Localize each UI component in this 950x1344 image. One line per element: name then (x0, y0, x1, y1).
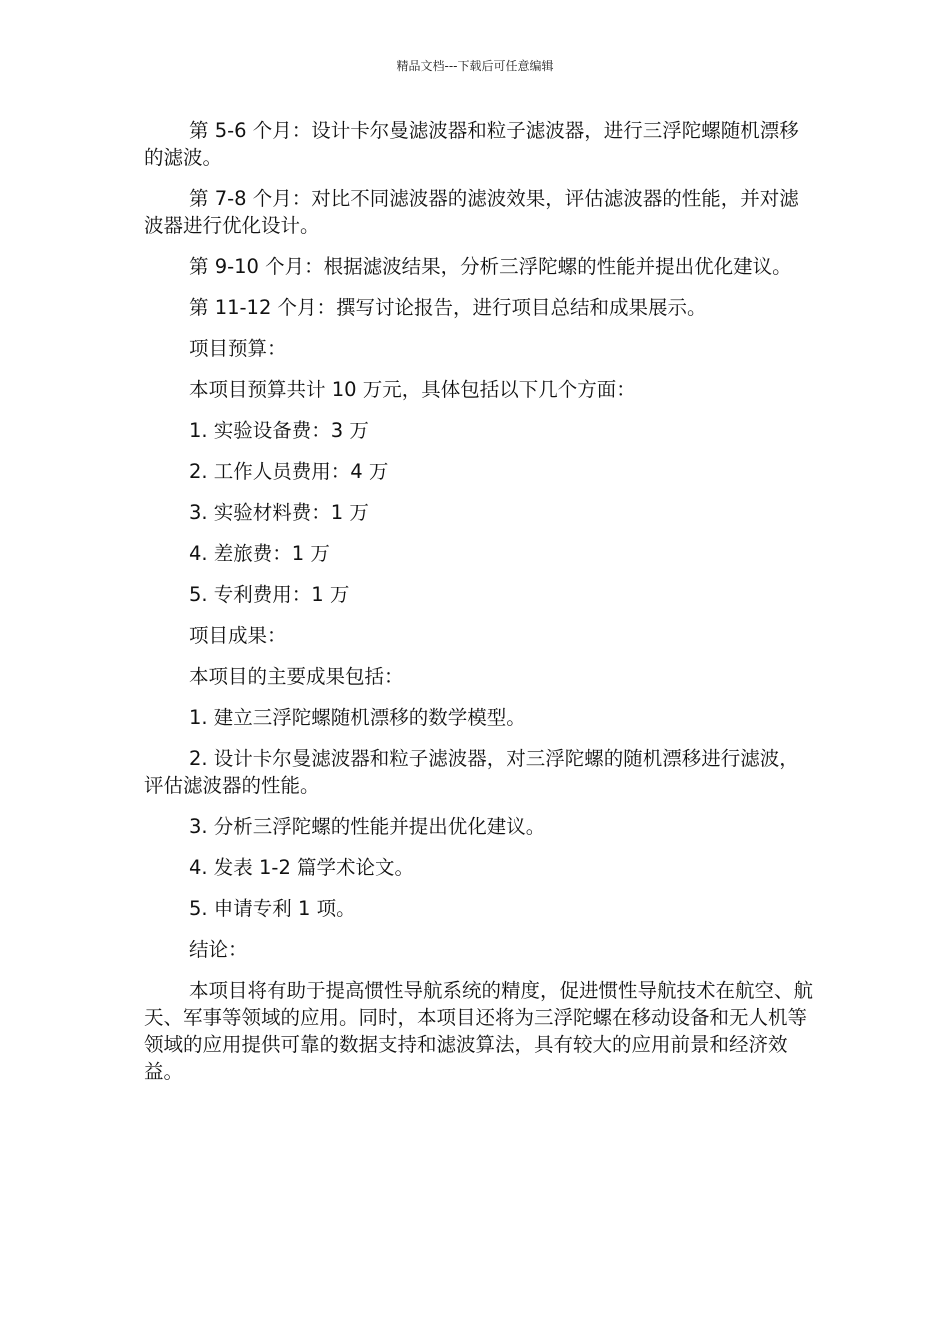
budget-item-materials: 3. 实验材料费：1 万 (189, 501, 369, 524)
paragraph-results-intro: 本项目的主要成果包括： (189, 665, 404, 688)
section-heading-results: 项目成果： (189, 624, 287, 647)
paragraph-schedule-11-12: 第 11-12 个月：撰写讨论报告，进行项目总结和成果展示。 (189, 296, 707, 319)
paragraph-budget-total: 本项目预算共计 10 万元，具体包括以下几个方面： (189, 378, 636, 401)
result-item-patent: 5. 申请专利 1 项。 (189, 897, 356, 920)
document-body (144, 117, 816, 1099)
result-item-filters: 2. 设计卡尔曼滤波器和粒子滤波器，对三浮陀螺的随机漂移进行滤波，评估滤波器的性能。 (144, 747, 799, 797)
budget-item-travel: 4. 差旅费：1 万 (189, 542, 330, 565)
paragraph-schedule-9-10: 第 9-10 个月：根据滤波结果，分析三浮陀螺的性能并提出优化建议。 (189, 255, 792, 278)
paragraph-schedule-7-8: 第 7-8 个月：对比不同滤波器的滤波效果，评估滤波器的性能，并对滤波器进行优化设计。 (144, 187, 799, 237)
page-header: 精品文档---下载后可任意编辑 (396, 59, 554, 73)
budget-item-staff: 2. 工作人员费用：4 万 (189, 460, 389, 483)
paragraph-schedule-5-6: 第 5-6 个月：设计卡尔曼滤波器和粒子滤波器，进行三浮陀螺随机漂移的滤波。 (144, 119, 799, 169)
result-item-papers: 4. 发表 1-2 篇学术论文。 (189, 856, 415, 879)
result-item-model: 1. 建立三浮陀螺随机漂移的数学模型。 (189, 706, 526, 729)
section-heading-conclusion: 结论： (189, 938, 248, 961)
budget-item-patent: 5. 专利费用：1 万 (189, 583, 350, 606)
section-heading-budget: 项目预算： (189, 337, 287, 360)
result-item-analysis: 3. 分析三浮陀螺的性能并提出优化建议。 (189, 815, 546, 838)
paragraph-conclusion: 本项目将有助于提高惯性导航系统的精度，促进惯性导航技术在航空、航天、军事等领域的应用。同时，本项目还将为三浮陀螺在移动设备和无人机等领域的应用提供可靠的数据支持和滤波算法，具有较大的应用前景和经济效益。 (144, 979, 814, 1083)
budget-item-equipment: 1. 实验设备费：3 万 (189, 419, 369, 442)
